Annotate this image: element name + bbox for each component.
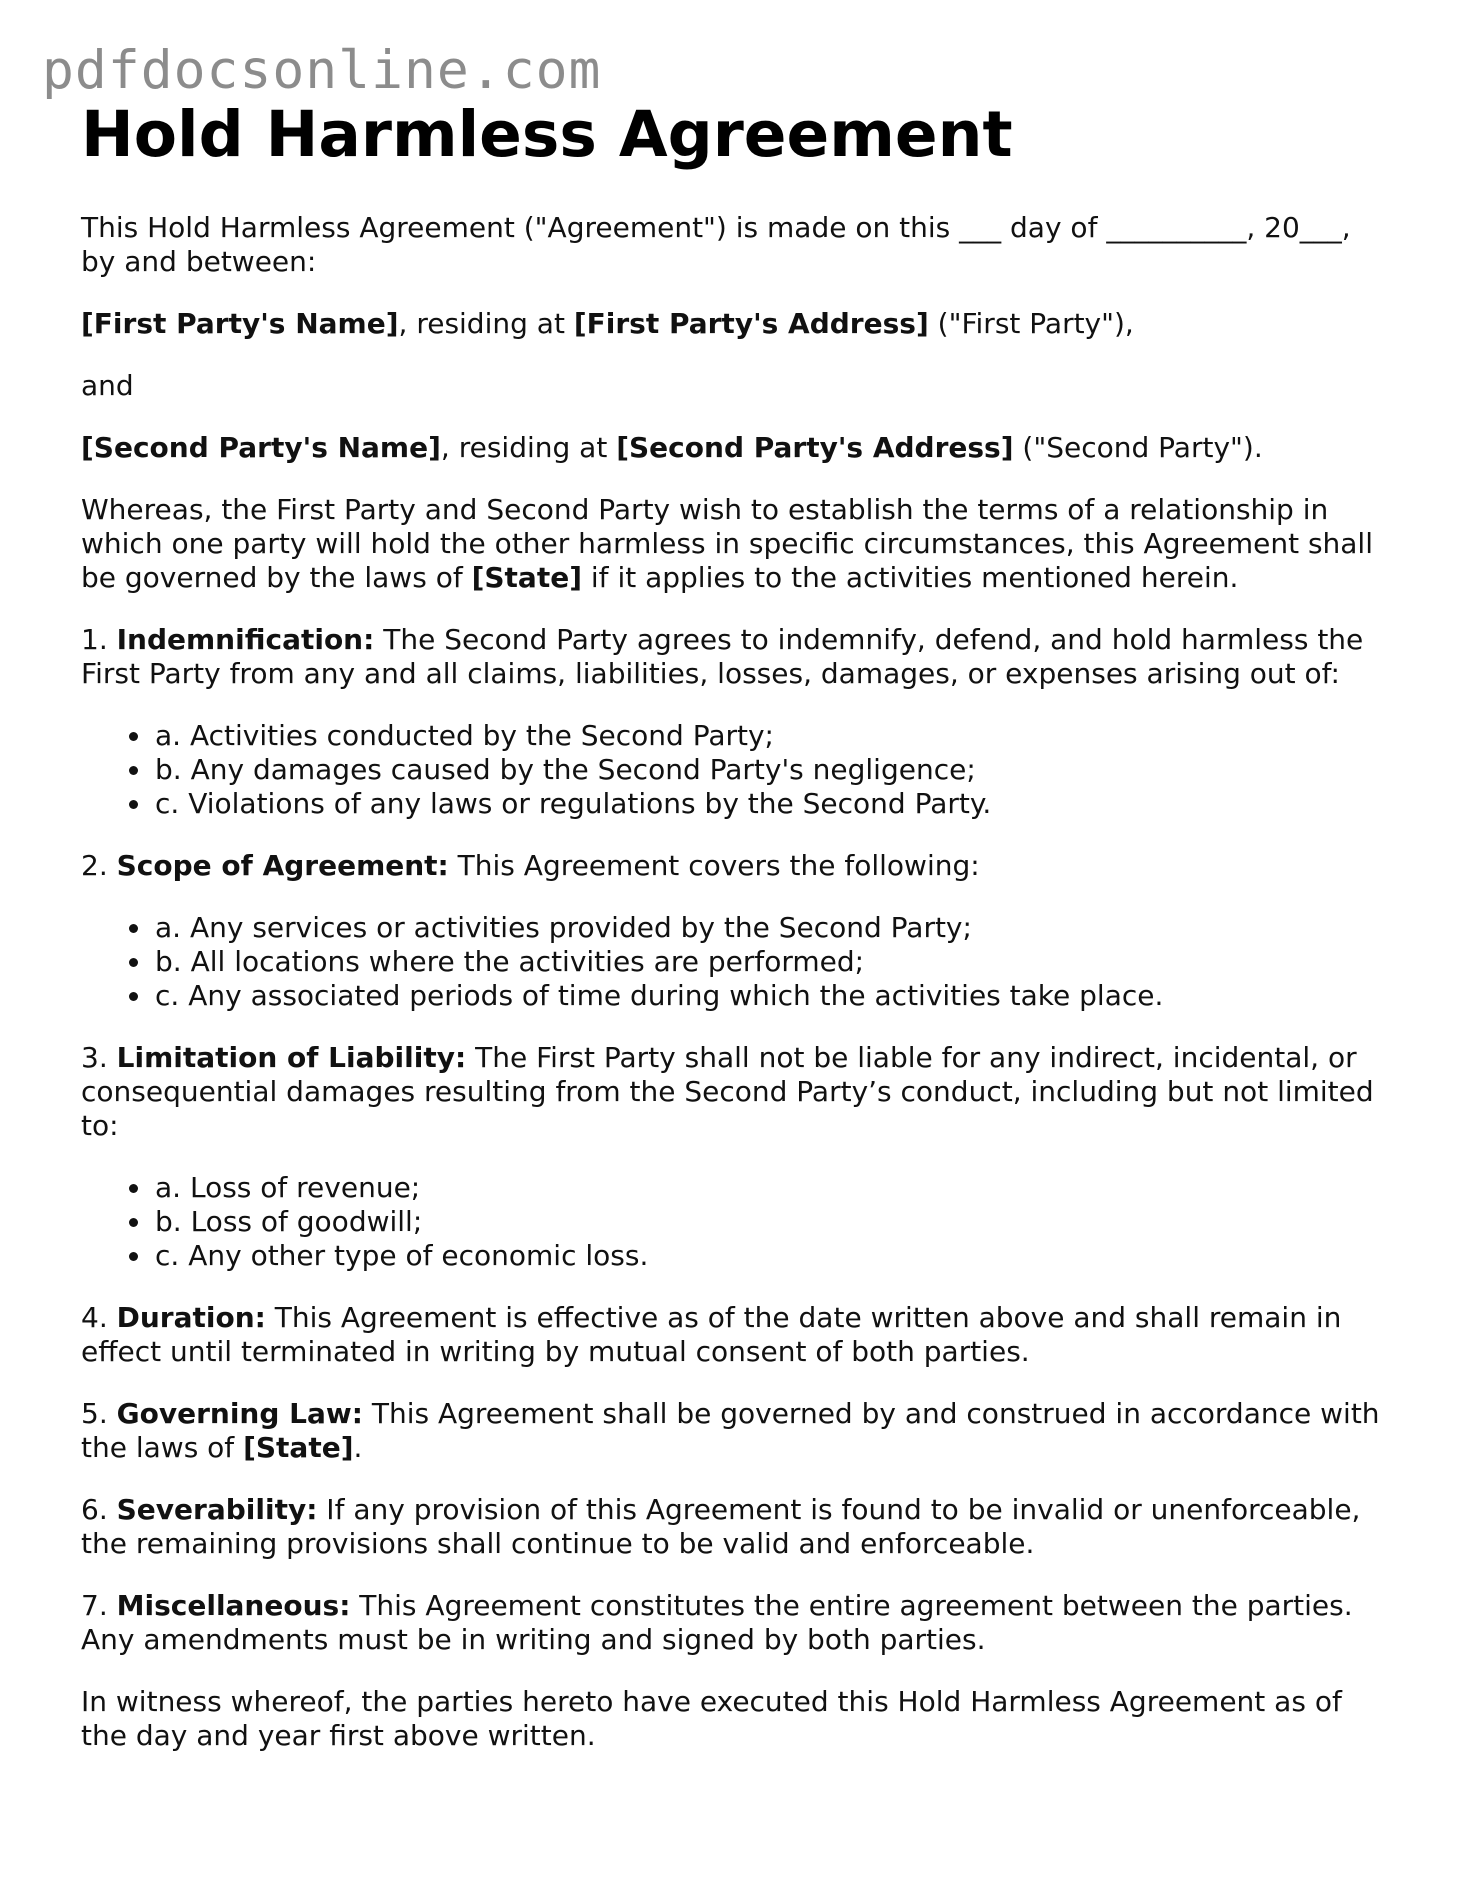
governing-state: [State] bbox=[243, 1431, 354, 1465]
section-heading: Scope of Agreement: bbox=[116, 849, 449, 883]
first-party-tail: ("First Party"), bbox=[928, 307, 1134, 341]
section-tail: . bbox=[353, 1431, 363, 1465]
section-miscellaneous bbox=[81, 1589, 1391, 1657]
section-severability bbox=[81, 1493, 1391, 1561]
list-item: • c. Any associated periods of time during which the activities take place. bbox=[153, 979, 1391, 1013]
second-party-tail: ("Second Party"). bbox=[1013, 431, 1263, 465]
first-party-address: [First Party's Address] bbox=[573, 307, 929, 341]
second-party-line bbox=[81, 431, 1391, 465]
section-number: 7. bbox=[81, 1589, 117, 1623]
list-item: • c. Violations of any laws or regulations by the Second Party. bbox=[153, 787, 1391, 821]
list-item: • a. Activities conducted by the Second Party; bbox=[153, 719, 1391, 753]
section-heading: Indemnification: bbox=[116, 623, 375, 657]
and-line: and bbox=[81, 369, 134, 403]
first-party-line bbox=[81, 307, 1391, 341]
whereas-paragraph bbox=[81, 493, 1391, 595]
document-page bbox=[81, 100, 1391, 1781]
section-number: 4. bbox=[81, 1301, 117, 1335]
section-text: This Agreement covers the following: bbox=[448, 849, 980, 883]
list-item: • b. All locations where the activities are performed; bbox=[153, 945, 1391, 979]
section-duration bbox=[81, 1301, 1391, 1369]
second-party-name: [Second Party's Name] bbox=[81, 431, 441, 465]
second-party-mid: , residing at bbox=[440, 431, 617, 465]
section-heading: Duration: bbox=[116, 1301, 266, 1335]
section-limitation bbox=[81, 1041, 1391, 1143]
section-number: 3. bbox=[81, 1041, 117, 1075]
section-text: The First Party shall not be liable for any indirect, incidental, or consequential damages resulting from the Second Party’s conduct, including but not limited to: bbox=[81, 1041, 1374, 1143]
list-item: • b. Loss of goodwill; bbox=[153, 1205, 1391, 1239]
whereas-tail: if it applies to the activities mentioned herein. bbox=[582, 561, 1239, 595]
section-governing-law bbox=[81, 1397, 1391, 1465]
section-number: 1. bbox=[81, 623, 117, 657]
section-text: This Agreement is effective as of the date written above and shall remain in effect until terminated in writing by mutual consent of both parties. bbox=[81, 1301, 1342, 1369]
section-scope bbox=[81, 849, 1391, 883]
witness-paragraph: In witness whereof, the parties hereto have executed this Hold Harmless Agreement as of the day and year first above written. bbox=[81, 1685, 1342, 1753]
section-heading: Limitation of Liability: bbox=[116, 1041, 467, 1075]
first-party-mid: , residing at bbox=[398, 307, 574, 341]
section-heading: Severability: bbox=[116, 1493, 318, 1527]
section-number: 5. bbox=[81, 1397, 117, 1431]
document-title: Hold Harmless Agreement bbox=[81, 98, 1013, 171]
section-number: 2. bbox=[81, 849, 117, 883]
whereas-state: [State] bbox=[471, 561, 582, 595]
list-item: • a. Any services or activities provided by the Second Party; bbox=[153, 911, 1391, 945]
first-party-name: [First Party's Name] bbox=[81, 307, 399, 341]
section-text: The Second Party agrees to indemnify, defend, and hold harmless the First Party from any and all claims, liabilities, losses, damages, or expenses arising out of: bbox=[81, 623, 1364, 691]
intro-paragraph: This Hold Harmless Agreement ("Agreement") is made on this ___ day of __________, 20___, by and between: bbox=[81, 211, 1351, 279]
watermark: pdfdocsonline.com bbox=[42, 40, 602, 101]
scope-list bbox=[81, 911, 1391, 1013]
list-item: • a. Loss of revenue; bbox=[153, 1171, 1391, 1205]
second-party-address: [Second Party's Address] bbox=[616, 431, 1014, 465]
list-item: • c. Any other type of economic loss. bbox=[153, 1239, 1391, 1273]
limitation-list bbox=[81, 1171, 1391, 1273]
indemnification-list bbox=[81, 719, 1391, 821]
whereas-text: Whereas, the First Party and Second Party wish to establish the terms of a relationship in which one party will hold the other harmless in specific circumstances, this Agreement shall be governed by the laws of bbox=[81, 493, 1373, 595]
list-item: • b. Any damages caused by the Second Party's negligence; bbox=[153, 753, 1391, 787]
section-heading: Governing Law: bbox=[116, 1397, 363, 1431]
section-text: This Agreement shall be governed by and construed in accordance with the laws of bbox=[81, 1397, 1380, 1465]
section-heading: Miscellaneous: bbox=[116, 1589, 351, 1623]
section-text: This Agreement constitutes the entire agreement between the parties. Any amendments must be in writing and signed by both parties. bbox=[81, 1589, 1353, 1657]
section-indemnification bbox=[81, 623, 1391, 691]
section-number: 6. bbox=[81, 1493, 117, 1527]
section-text: If any provision of this Agreement is found to be invalid or unenforceable, the remaining provisions shall continue to be valid and enforceable. bbox=[81, 1493, 1361, 1561]
